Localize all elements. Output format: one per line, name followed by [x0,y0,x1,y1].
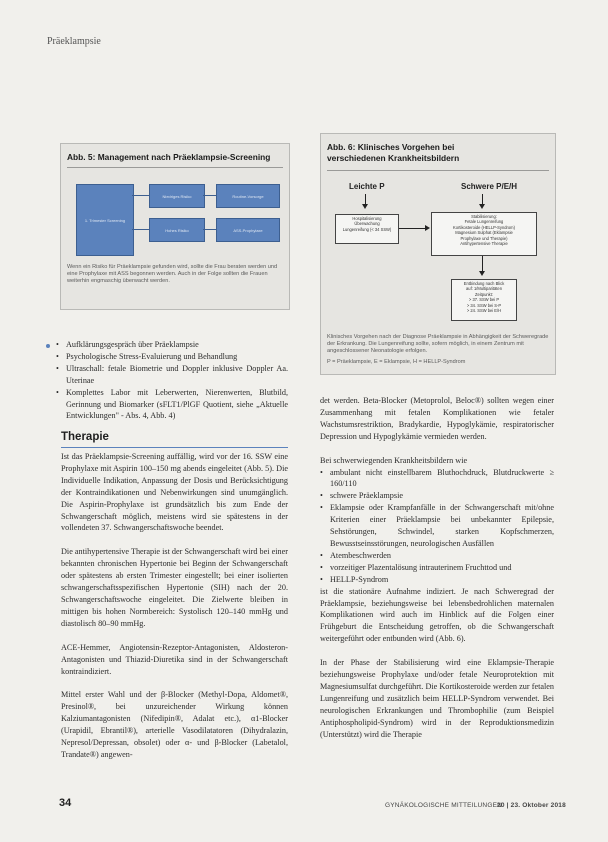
fig5-box-low-risk: Niedriges Risiko [149,184,205,208]
figure-6-legend: P = Präeklampsie, E = Eklampsie, H = HELLP-Syndrom [327,359,466,365]
fig6-box-mild: Hospitalisierung Überwachung Lungenreifung (< 34 SSW) [335,214,399,244]
list-item: • Psychologische Stress-Evaluierung und Behandlung [56,351,238,361]
list-item: • Ultraschall: fetale Biometrie und Doppler inklusive Doppler Aa. Uterinae [56,363,288,385]
paragraph: Ist das Präeklampsie-Screening auffällig, wird vor der 16. SSW eine Prophylaxe mit Aspirin 100–150 mg abends eingeleitet (Abb. 5). Die Individuelle Indikation, Anpassung der Dosis und Berücksichtigung der Kontraindikationen und Nebenwirkungen sind unumgänglich. Die Aspirin-Prophylaxe ist grundsätzlich bis zum Ende der Schwangerschaft möglich, meistens wird sie spätestens in der vollendeten 37. Schwangerschaftswoche beendet. [61,452,288,533]
fig6-heading-severe: Schwere P/E/H [461,182,518,191]
figure-6-rule [327,170,549,171]
fig6-heading-mild: Leichte P [349,182,385,191]
figure-5-rule [67,167,283,168]
fig6-arrow-line [482,256,483,272]
issue-date: 20 | 23. Oktober 2018 [497,802,566,809]
fig6-arrow-head [479,204,485,209]
fig6-arrow-right-head [425,225,430,231]
fig5-box-high-risk: Hohes Risiko [149,218,205,242]
fig5-connector [203,229,216,230]
list-item: • HELLP-Syndrom [320,574,389,584]
list-item: • schwere Präeklampsie [320,491,403,501]
figure-5-caption: Wenn ein Risiko für Präeklampsie gefunden wird, sollte die Frau beraten werden und eine Prophylaxe mit ASS begonnen werden. Auch in der Folge sollten die Frauen weiterhin engmaschig überwacht werden. [67,264,278,285]
paragraph: Die antihypertensive Therapie ist der Schwangerschaft wird bei einer bekannten chronischen Hypertonie bei Beginn der Schwangerschaft oder spätestens ab ersten Trimester eingestellt; bei einer isolierten schwangerschaftsspezifischen Hypertonie (SIH) nach der 20. Schwangerschaftswoche eingeleitet. Die Zielwerte bleiben in mittigen bis hohen Normbereich: Systolisch 120–140 mmHg und diastolisch 80–90 mmHg. [61,547,288,628]
figure-6-title-line2: verschiedenen Krankheitsbildern [327,153,460,163]
paragraph: ist die stationäre Aufnahme indiziert. Je nach Schweregrad der Präeklampsie, beziehungsweise bei lebensbedrohlichen maternalen Komplikationen wird auch im Hinblick auf die Folgen einer Frühgeburt die Entscheidung getroffen, ob die Schwangerschaft weitergeführt oder entbunden wird (Abb. 6). [320,586,554,644]
page-number: 34 [59,797,72,809]
section-marker [46,344,50,348]
fig5-connector [132,229,149,230]
right-column-text [320,395,554,740]
left-column-text [61,451,288,761]
bullet-list-right [320,467,554,586]
fig6-arrow-head [479,271,485,276]
fig5-box-routine: Routine-Vorsorge [216,184,280,208]
paragraph: det werden. Beta-Blocker (Metoprolol, Beloc®) sollten wegen einer Zusammenhang mit fetalen Komplikationen wie fetaler Wachstumsrestriktion, Bradykardie, Hypoglykämie, respiratorischer Depression und Hypoglykämie vermieden werden. [320,396,554,441]
paragraph: In der Phase der Stabilisierung wird eine Eklampsie-Therapie beziehungsweise Prophylaxe und/oder fetale Neuroprotektion mit Magnesiumsulfat durchgeführt. Die Kortikosteroide werden zur fetalen Lungenreifung und zusätzlich beim HELLP-Syndrom verwendet. Bei neurologischen Erkrankungen und Thrombophilie (zum Beispiel Antiphospholipid-Syndrom) wird in der Reproduktionsmedizin (Unterstützt) wird die Therapie [320,658,554,739]
section-heading: Therapie [61,431,109,443]
paragraph: ACE-Hemmer, Angiotensin-Rezeptor-Antagonisten, Aldosteron-Antagonisten und Thiazid-Diuretika sind in der Schwangerschaft kontraindiziert. [61,642,288,676]
running-head: Präeklampsie [47,36,101,47]
paragraph: Mittel erster Wahl und der β-Blocker (Methyl-Dopa, Aldomet®, Presinol®, bei unzureichender Wirkung können Kalziumantagonisten (Nifedipin®, Adalat etc.), α1-Blocker (Urapidil, Ebrantil®), arterielle Vasodilatatoren (Dihydralazin, Nepresol/Depressan, obsolet) oder α- und β-Blocker (Labetalol, Trandate®) angewen- [61,690,288,759]
list-item: • Atembeschwerden [320,550,391,560]
bullet-list-top [56,339,288,422]
journal-name: GYNÄKOLOGISCHE MITTEILUNGEN [385,802,503,809]
figure-6-caption: Klinisches Vorgehen nach der Diagnose Präeklampsie in Abhängigkeit der Schweregrade der Erkrankung. Die Lungenreifung sollte, sofern möglich, in einem Zentrum mit angeschlossener Neonatologie erfolgen. [327,334,549,355]
figure-5-title: Abb. 5: Management nach Präeklampsie-Screening [67,152,271,162]
fig5-box-screening: 1. Trimester Screening [76,184,134,256]
fig6-box-delivery: Entbindung nach Blick auf: 1/Multiparitäten Zeitpunkt: > 37. SSW bei P > 34. SSW bei S-P > 24. SSW bei E/H [451,279,517,321]
figure-6-title-line1: Abb. 6: Klinisches Vorgehen bei [327,142,455,152]
list-item: • Eklampsie oder Krampfanfälle in der Schwangerschaft mit/ohne Kriterien einer Präeklampsie bei unbekannter Epilepsie, Sehstörungen, Schwindel, starken Kopfschmerzen, Bewusstseinsstörungen, neurologischen Ausfällen [320,503,554,548]
fig6-arrow-head [362,204,368,209]
fig6-arrow-line [365,194,366,204]
list-item: • Aufklärungsgespräch über Präeklampsie [56,340,199,349]
fig5-box-aspirin: ASS-Prophylaxe [216,218,280,242]
fig6-arrow-right [399,228,425,229]
section-rule [61,447,288,448]
fig6-arrow-line [482,194,483,204]
fig5-connector [203,195,216,196]
figure-6-title [327,142,459,164]
list-item: • Komplettes Labor mit Leberwerten, Nierenwerten, Blutbild, Gerinnung und Biomarker (sFLT1/PlGF Quotient, siehe „Aktuelle Entwicklungen" - Abs. 4, Abb. 4) [56,387,288,421]
figure-5 [60,143,290,310]
fig5-connector [132,195,149,196]
paragraph: Bei schwerwiegenden Krankheitsbildern wie [320,455,468,465]
figure-6 [320,133,556,375]
fig6-box-stabilization: Stabilisierung: Fetale Lungenreifung Kortikosteroide (HELLP-Syndrom) Magnesium Sulphat (Eklampsie Prophylaxe und Therapie) Antihypertensive Therapie [431,212,537,256]
list-item: • ambulant nicht einstellbarem Bluthochdruck, Blutdruckwerte ≥ 160/110 [320,467,554,489]
list-item: • vorzeitiger Plazentalösung intrauterinem Fruchttod und [320,562,512,572]
